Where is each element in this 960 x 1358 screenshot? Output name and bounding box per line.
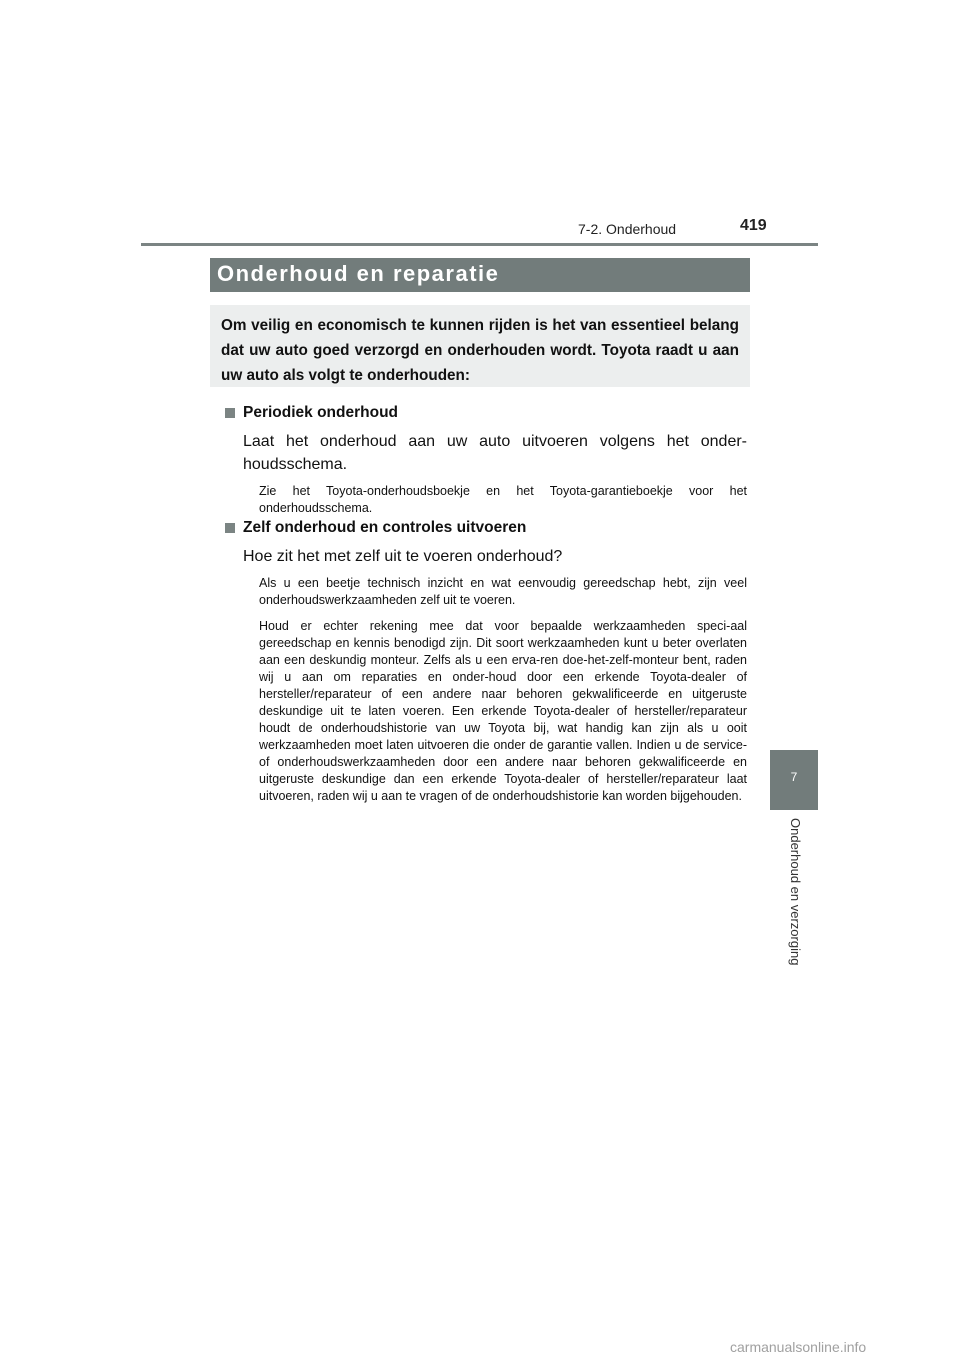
section-heading (223, 402, 747, 424)
chapter-tab-label: Onderhoud en verzorging (788, 818, 803, 966)
section-lead: Hoe zit het met zelf uit te voeren onderhoud? (243, 548, 563, 565)
section-note: Zie het Toyota-onderhoudsboekje en het Toyota-garantieboekje voor het onderhoudsschema. (259, 484, 747, 515)
chapter-tab-number: 7 (790, 770, 798, 784)
header-rule (141, 243, 818, 246)
page-number: 419 (740, 217, 767, 234)
square-bullet-icon (225, 523, 235, 533)
section-lead: Laat het onderhoud aan uw auto uitvoeren volgens het onder-houdsschema. (243, 433, 747, 473)
section-zelf-onderhoud (223, 517, 747, 805)
section-periodiek-onderhoud (223, 402, 747, 517)
title-bar (210, 258, 750, 292)
intro-text: Om veilig en economisch te kunnen rijden is het van essentieel belang dat uw auto goed verzorgd en onderhouden wordt. Toyota raadt u aan uw auto als volgt te onderhouden: (221, 317, 739, 384)
intro-box (210, 305, 750, 387)
section-heading-text: Periodiek onderhoud (243, 404, 399, 421)
section-header: 7-2. Onderhoud (578, 221, 677, 237)
square-bullet-icon (225, 408, 235, 418)
section-heading-text: Zelf onderhoud en controles uitvoeren (243, 519, 527, 536)
chapter-tab[interactable] (770, 750, 818, 810)
watermark: carmanualsonline.info (730, 1339, 867, 1355)
page-title: Onderhoud en reparatie (217, 261, 500, 286)
section-heading (223, 517, 747, 539)
section-note: Houd er echter rekening mee dat voor bepaalde werkzaamheden speci-aal gereedschap en kennis benodigd zijn. Dit soort werkzaamheden kunt u beter overlaten aan een deskundig monteur. Zelfs als u een erva-ren doe-het-zelf-monteur bent, raden wij u aan om reparaties en onder-houd door een erkende Toyota-dealer of hersteller/reparateur of een andere naar behoren gekwalificeerde en uitgeruste deskundige uit te laten voeren. Een erkende Toyota-dealer of hersteller/reparateur houdt de onderhoudshistorie van uw Toyota bij, wat handig kan zijn als u ooit werkzaamheden moet laten uitvoeren die onder de garantie vallen. Indien u de service- of onderhoudswerkzaamheden door een andere naar behoren gekwalificeerde en uitgeruste deskundige dan een erkende Toyota-dealer of hersteller/reparateur laat uitvoeren, raden wij u aan te vragen of de onderhoudshistorie kan worden bijgehouden. (259, 619, 747, 803)
section-note: Als u een beetje technisch inzicht en wat eenvoudig gereedschap hebt, zijn veel onderhoudswerkzaamheden zelf uit te voeren. (259, 576, 747, 607)
